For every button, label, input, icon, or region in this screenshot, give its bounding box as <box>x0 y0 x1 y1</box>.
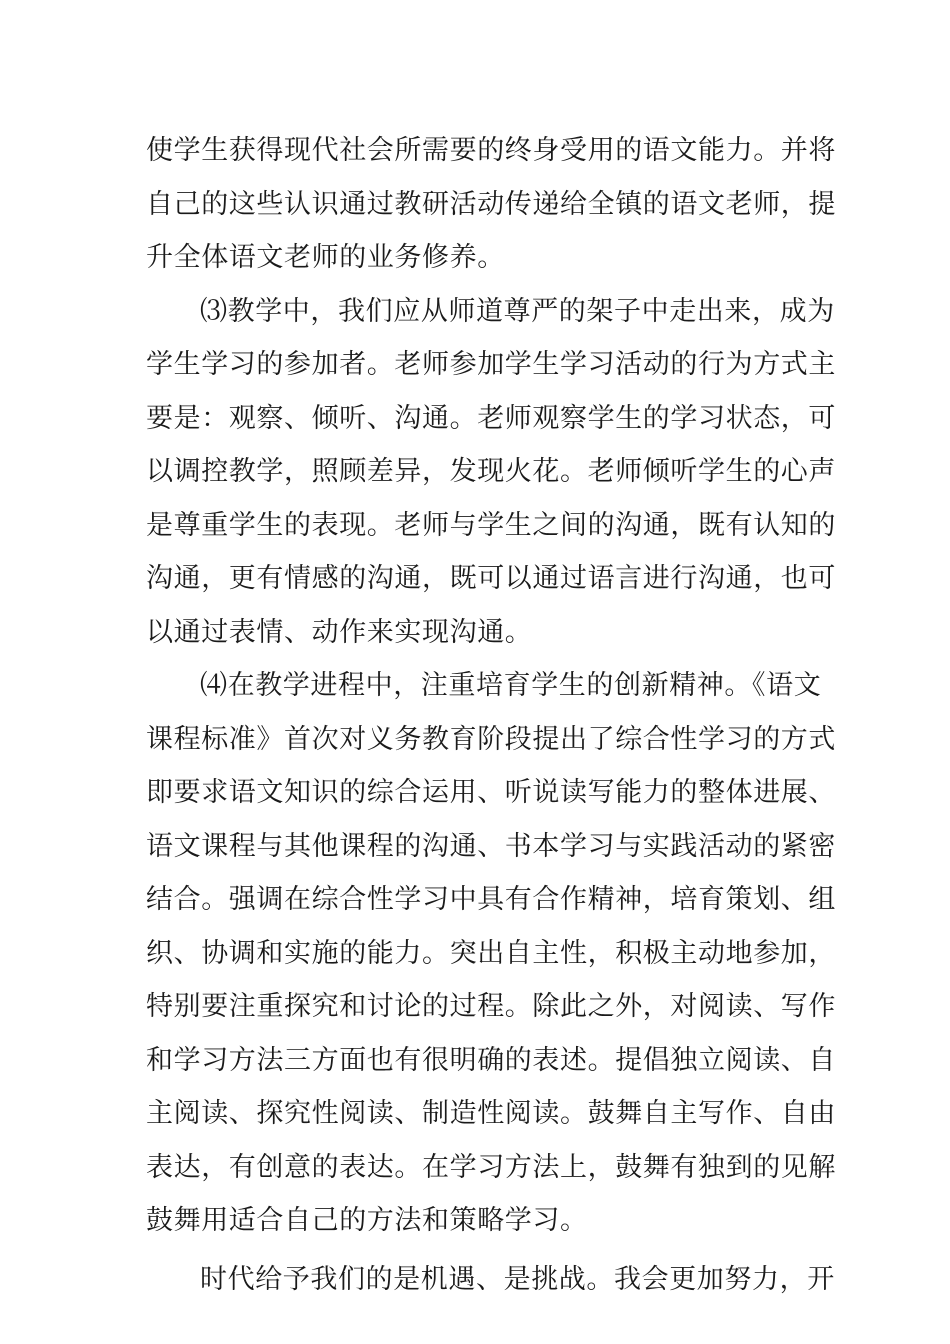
text-line: 自己的这些认识通过教研活动传递给全镇的语文老师，提 <box>146 189 836 220</box>
text-line: 以调控教学，照顾差异，发现火花。老师倾听学生的心声 <box>146 456 836 487</box>
text-line: 以通过表情、动作来实现沟通。 <box>146 617 533 648</box>
text-line: 升全体语文老师的业务修养。 <box>146 242 505 273</box>
text-line: 课程标准》首次对义务教育阶段提出了综合性学习的方式 <box>146 724 836 755</box>
text-line: 织、协调和实施的能力。突出自主性，积极主动地参加， <box>146 938 836 969</box>
text-line: 即要求语文知识的综合运用、听说读写能力的整体进展、 <box>146 777 836 808</box>
paragraph-start-line: ⑶教学中，我们应从师道尊严的架子中走出来，成为 <box>200 296 835 327</box>
text-line: 使学生获得现代社会所需要的终身受用的语文能力。并将 <box>146 135 836 166</box>
text-line: 是尊重学生的表现。老师与学生之间的沟通，既有认知的 <box>146 510 836 541</box>
text-line: 学生学习的参加者。老师参加学生学习活动的行为方式主 <box>146 349 836 380</box>
text-line: 主阅读、探究性阅读、制造性阅读。鼓舞自主写作、自由 <box>146 1098 836 1129</box>
text-line: 特别要注重探究和讨论的过程。除此之外，对阅读、写作 <box>146 991 836 1022</box>
text-line: 表达，有创意的表达。在学习方法上，鼓舞有独到的见解 <box>146 1152 836 1183</box>
text-line: 和学习方法三方面也有很明确的表述。提倡独立阅读、自 <box>146 1045 836 1076</box>
text-line: 结合。强调在综合性学习中具有合作精神，培育策划、组 <box>146 884 836 915</box>
text-line: 鼓舞用适合自己的方法和策略学习。 <box>146 1205 588 1236</box>
text-line: 沟通，更有情感的沟通，既可以通过语言进行沟通，也可 <box>146 563 836 594</box>
text-line: 要是：观察、倾听、沟通。老师观察学生的学习状态，可 <box>146 403 836 434</box>
paragraph-start-line: 时代给予我们的是机遇、是挑战。我会更加努力，开 <box>200 1264 835 1295</box>
paragraph-start-line: ⑷在教学进程中，注重培育学生的创新精神。《语文 <box>200 670 822 701</box>
text-line: 语文课程与其他课程的沟通、书本学习与实践活动的紧密 <box>146 831 836 862</box>
